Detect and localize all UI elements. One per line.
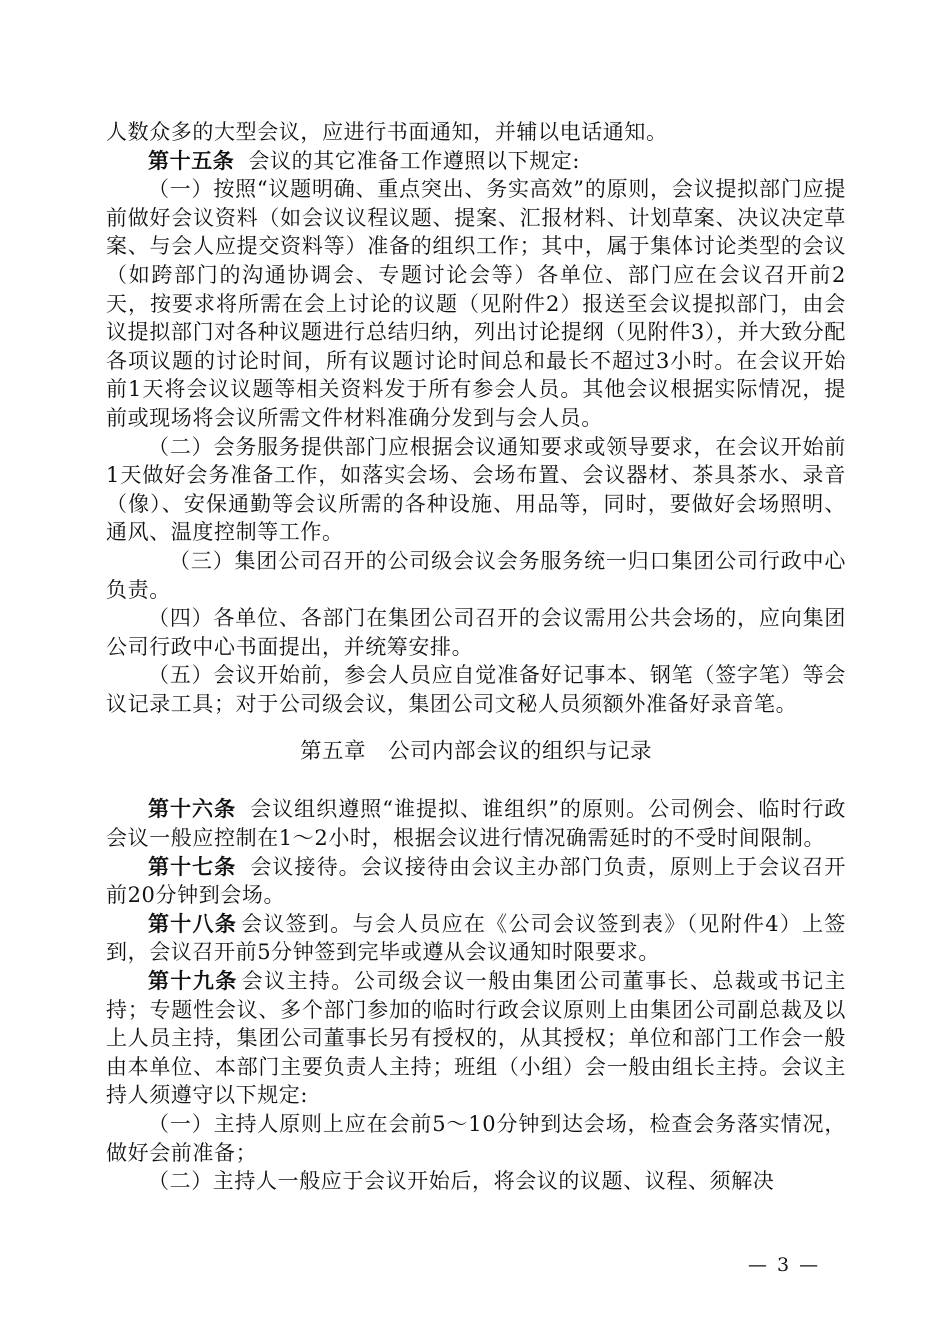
article-15 <box>106 147 846 176</box>
paragraph-sub-2: （二）主持人一般应于会议开始后，将会议的议题、议程、须解决 <box>148 1169 775 1194</box>
article-heading: 第十七条 <box>148 854 237 879</box>
article-text: 会议组织遵照“谁提拟、谁组织”的原则。公司例会、临时行政会议一般应控制在1～2小时，根据会议进行情况确需延时的不受时间限制。 <box>106 797 846 851</box>
article-text: 会议接待。会议接待由会议主办部门负责，原则上于会议召开前20分钟到会场。 <box>106 854 846 908</box>
article-heading: 第十六条 <box>148 797 237 822</box>
article-18 <box>106 910 846 967</box>
article-text: 会议主持。公司级会议一般由集团公司董事长、总裁或书记主持；专题性会议、多个部门参加的临时行政会议原则上由集团公司副总裁及以上人员主持，集团公司董事长另有授权的，从其授权；单位和部门工作会一般由本单位、本部门主要负责人主持；班组（小组）会一般由组长主持。会议主持人须遵守以下规定: <box>106 969 846 1108</box>
paragraph-item-4: （四）各单位、各部门在集团公司召开的会议需用公共会场的，应向集团公司行政中心书面提出，并统筹安排。 <box>106 606 846 659</box>
paragraph-item-1: （一）按照“议题明确、重点突出、务实高效”的原则，会议提拟部门应提前做好会议资料（如会议议程议题、提案、汇报材料、计划草案、决议决定草案、与会人应提交资料等）准备的组织工作；其中，属于集体讨论类型的会议（如跨部门的沟通协调会、专题讨论会等）各单位、部门应在会议召开前2天，按要求将所需在会上讨论的议题（见附件2）报送至会议提拟部门，由会议提拟部门对各种议题进行总结归纳，列出讨论提纲（见附件3），并大致分配各项议题的讨论时间，所有议题讨论时间总和最长不超过3小时。在会议开始前1天将会议议题等相关资料发于所有参会人员。其他会议根据实际情况，提前或现场将会议所需文件材料准确分发到与会人员。 <box>106 177 846 430</box>
page-number: — 3 — <box>748 1254 821 1276</box>
paragraph-item-5: （五）会议开始前，参会人员应自觉准备好记事本、钢笔（签字笔）等会议记录工具；对于公司级会议，集团公司文秘人员须额外准备好录音笔。 <box>106 663 846 716</box>
article-text: 会议签到。与会人员应在《公司会议签到表》（见附件4）上签到，会议召开前5分钟签到完毕或遵从会议通知时限要求。 <box>106 911 846 965</box>
paragraph-item-2: （二）会务服务提供部门应根据会议通知要求或领导要求，在会议开始前1天做好会务准备工作，如落实会场、会场布置、会议器材、茶具茶水、录音（像）、安保通勤等会议所需的各种设施、用品等，同时，要做好会场照明、通风、温度控制等工作。 <box>106 434 846 545</box>
article-text: 会议的其它准备工作遵照以下规定: <box>248 148 581 173</box>
paragraph-item-3: （三）集团公司召开的公司级会议会务服务统一归口集团公司行政中心负责。 <box>106 548 846 602</box>
chapter-title: 第五章 公司内部会议的组织与记录 <box>299 739 652 765</box>
paragraph-continuation: 人数众多的大型会议，应进行书面通知，并辅以电话通知。 <box>106 120 668 144</box>
document-body <box>106 118 846 1196</box>
article-17 <box>106 853 846 910</box>
article-heading: 第十九条 <box>148 969 238 994</box>
article-heading: 第十八条 <box>148 911 238 936</box>
article-heading: 第十五条 <box>148 148 235 173</box>
paragraph-sub-1: （一）主持人原则上应在会前5～10分钟到达会场，检查会务落实情况，做好会前准备； <box>106 1112 846 1165</box>
article-19 <box>106 967 846 1110</box>
article-16 <box>106 795 846 852</box>
